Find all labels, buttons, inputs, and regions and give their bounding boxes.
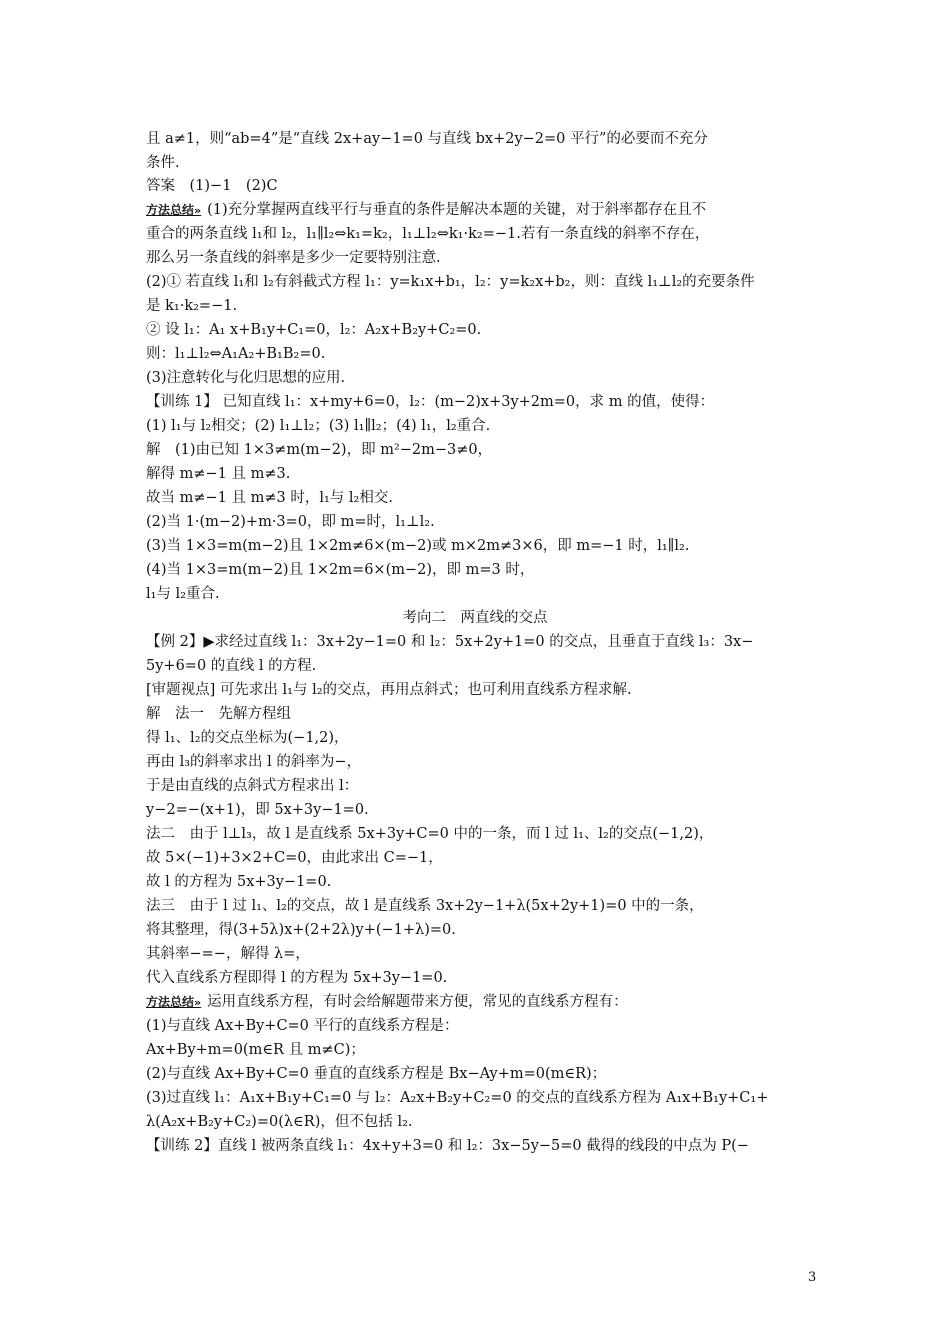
text-line: 将其整理，得(3+5λ)x+(2+2λ)y+(−1+λ)=0. [146,922,456,938]
method-summary-line: 方法总结» 运用直线系方程，有时会给解题带来方便，常见的直线系方程有： [146,991,628,1014]
text-line: (1)与直线 Ax+By+C=0 平行的直线系方程是： [146,1018,459,1034]
training-heading: 【训练 1】 已知直线 l₁：x+my+6=0，l₂：(m−2)x+3y+2m=0，求 m 的值，使得： [146,394,715,410]
text-line: 故 5×(−1)+3×2+C=0，由此求出 C=−1， [146,850,443,866]
text-line: (4)当 1×3=m(m−2)且 1×2m=6×(m−2)，即 m=3 时， [146,562,535,578]
text-line: λ(A₂x+B₂y+C₂)=0(λ∈R)，但不包括 l₂. [146,1114,413,1130]
text-line: ② 设 l₁：A₁ x+B₁y+C₁=0，l₂：A₂x+B₂y+C₂=0. [146,322,482,338]
text-line: y−2=−(x+1)，即 5x+3y−1=0. [146,802,369,818]
text-line: 则：l₁⊥l₂⇔A₁A₂+B₁B₂=0. [146,346,326,362]
text-line: [审题视点] 可先求出 l₁与 l₂的交点，再用点斜式；也可利用直线系方程求解. [146,682,632,698]
text-line: 解得 m≠−1 且 m≠3. [146,466,291,482]
text-line: (3)注意转化与化归思想的应用. [146,370,346,386]
text-line: 再由 l₃的斜率求出 l 的斜率为−， [146,754,362,770]
text-line: (3)当 1×3=m(m−2)且 1×2m≠6×(m−2)或 m×2m≠3×6，即 m=−1 时，l₁∥l₂. [146,538,690,554]
text-line: 重合的两条直线 l₁和 l₂，l₁∥l₂⇔k₁=k₂，l₁⊥l₂⇔k₁·k₂=−1.若有一条直线的斜率不存在， [146,226,710,242]
text-line: 条件. [146,155,180,171]
text-line: 其斜率−=−，解得 λ=， [146,946,310,962]
text-line: 故当 m≠−1 且 m≠3 时，l₁与 l₂相交. [146,490,393,506]
text-line: 代入直线系方程即得 l 的方程为 5x+3y−1=0. [146,970,448,986]
text-line: (3)过直线 l₁：A₁x+B₁y+C₁=0 与 l₂：A₂x+B₂y+C₂=0 的交点的直线系方程为 A₁x+B₁y+C₁+ [146,1090,769,1106]
method-summary-tag: 方法总结» [146,995,202,1009]
text-line: 5y+6=0 的直线 l 的方程. [146,658,317,674]
text-line: 解 (1)由已知 1×3≠m(m−2)，即 m²−2m−3≠0， [146,442,493,458]
text-line: 且 a≠1，则“ab=4”是“直线 2x+ay−1=0 与直线 bx+2y−2=0 平行”的必要而不充分 [146,131,708,147]
example-heading: 【例 2】▶求经过直线 l₁：3x+2y−1=0 和 l₂：5x+2y+1=0 的交点，且垂直于直线 l₃：3x− [146,634,754,650]
page-number: 3 [808,1270,817,1285]
section-title: 考向二 两直线的交点 [402,610,548,626]
text-line: (1) l₁与 l₂相交；(2) l₁⊥l₂；(3) l₁∥l₂；(4) l₁，l₂重合. [146,418,491,434]
text-line: l₁与 l₂重合. [146,586,220,602]
text-line: Ax+By+m=0(m∈R 且 m≠C)； [146,1042,365,1058]
text-line: (2)① 若直线 l₁和 l₂有斜截式方程 l₁：y=k₁x+b₁，l₂：y=k₂x+b₂，则：直线 l₁⊥l₂的充要条件 [146,274,755,290]
method-summary-tag: 方法总结» [146,203,202,217]
text-line: 法三 由于 l 过 l₁、l₂的交点，故 l 是直线系 3x+2y−1+λ(5x+2y+1)=0 中的一条， [146,898,704,914]
text-line: 故 l 的方程为 5x+3y−1=0. [146,874,332,890]
text-line: 于是由直线的点斜式方程求出 l： [146,778,359,794]
text-line: 解 法一 先解方程组 [146,706,291,722]
text-line: 法二 由于 l⊥l₃，故 l 是直线系 5x+3y+C=0 中的一条，而 l 过 l₁、l₂的交点(−1,2)， [146,826,714,842]
text-line: (2)与直线 Ax+By+C=0 垂直的直线系方程是 Bx−Ay+m=0(m∈R)； [146,1066,607,1082]
text-line: 那么另一条直线的斜率是多少一定要特别注意. [146,250,441,266]
method-summary-line: 方法总结» (1)充分掌握两直线平行与垂直的条件是解决本题的关键，对于斜率都存在且不 [146,199,706,222]
training-heading: 【训练 2】直线 l 被两条直线 l₁：4x+y+3=0 和 l₂：3x−5y−5=0 截得的线段的中点为 P(− [146,1138,749,1154]
text-line: 是 k₁·k₂=−1. [146,298,238,314]
answer-line: 答案 (1)−1 (2)C [146,178,278,194]
text-line: 得 l₁、l₂的交点坐标为(−1,2)， [146,730,349,746]
text-line: (2)当 1·(m−2)+m·3=0，即 m=时，l₁⊥l₂. [146,514,435,530]
